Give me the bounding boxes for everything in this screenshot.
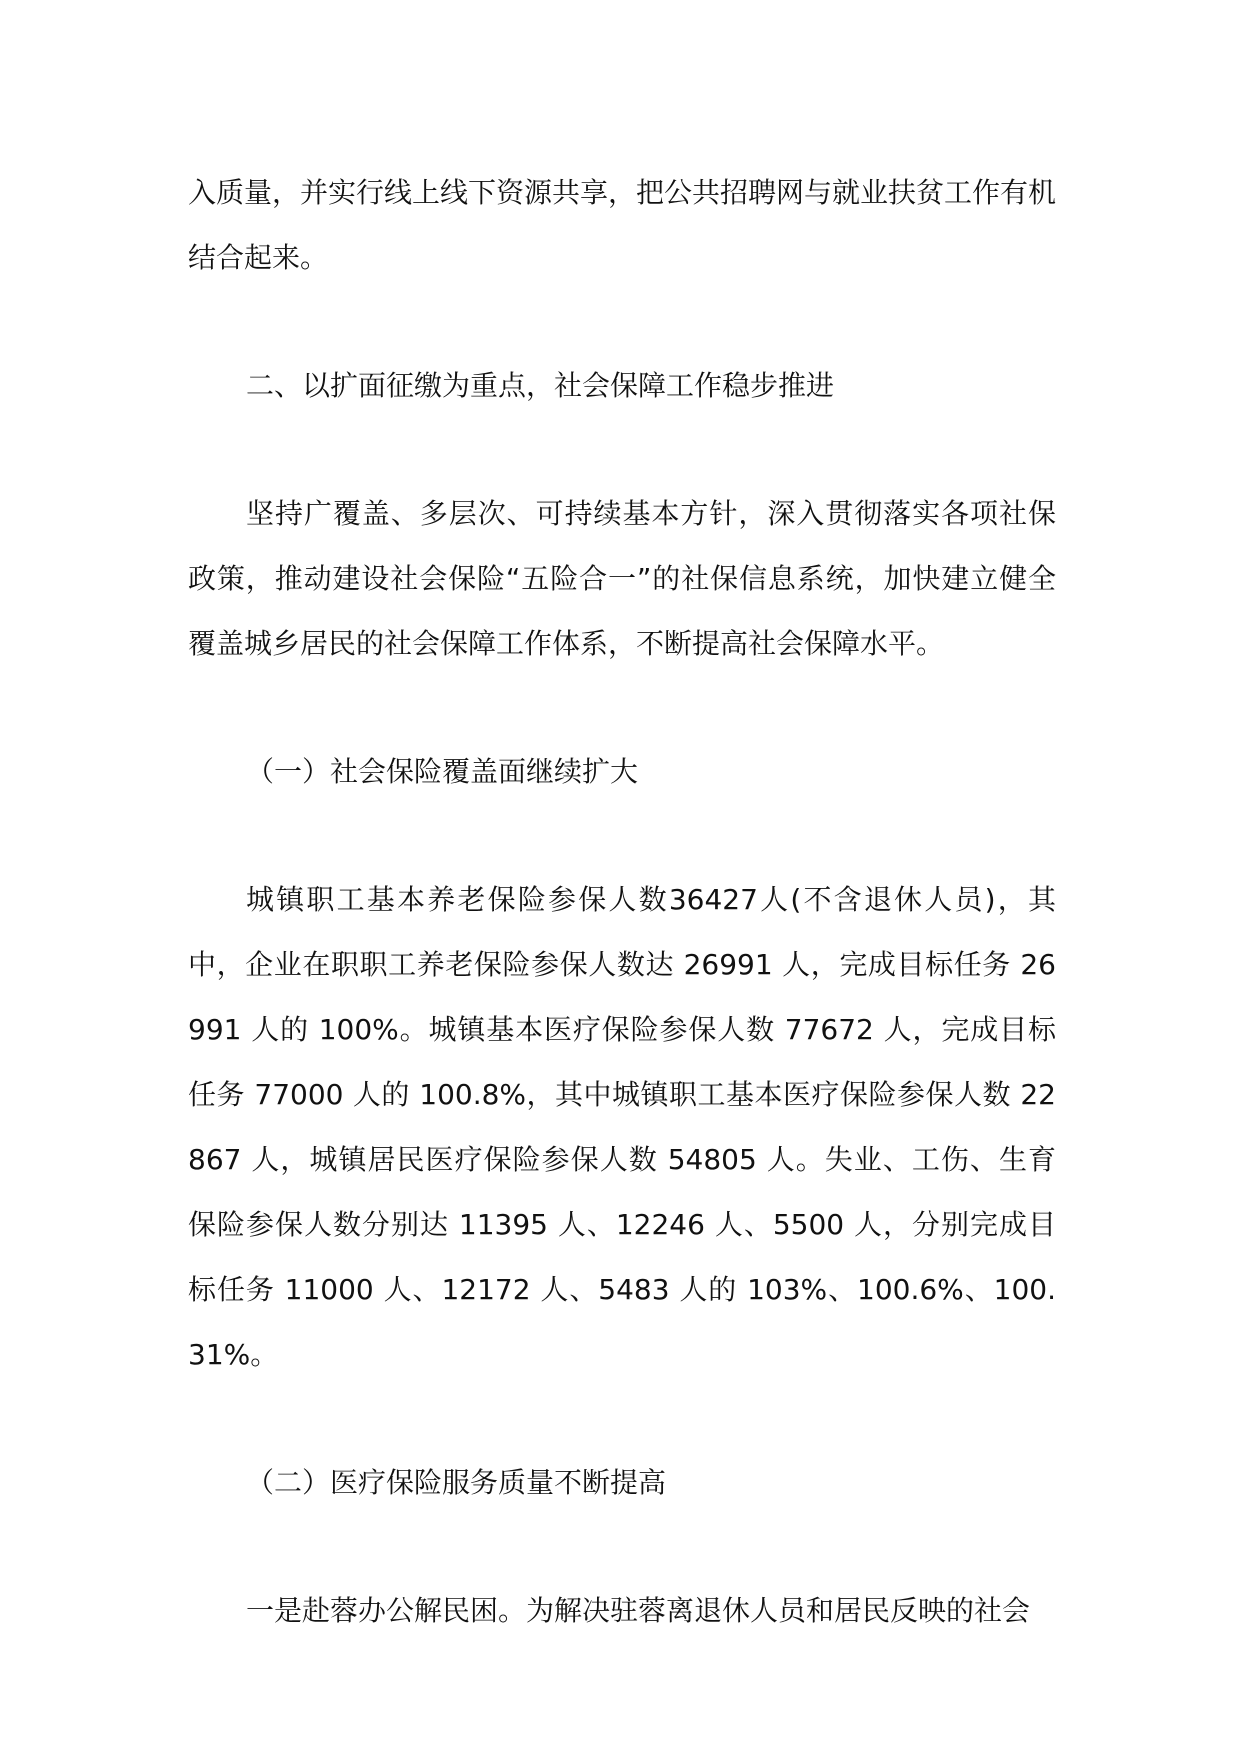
section-heading-2: 二、以扩面征缴为重点，社会保障工作稳步推进 bbox=[246, 369, 835, 402]
document-page bbox=[188, 160, 1056, 1643]
paragraph-medical-service: 一是赴蓉办公解民困。为解决驻蓉离退休人员和居民反映的社会 bbox=[246, 1594, 1031, 1627]
subsection-heading-1: （一）社会保险覆盖面继续扩大 bbox=[246, 755, 639, 788]
paragraph-insurance-statistics: 城镇职工基本养老保险参保人数36427人(不含退休人员)，其中，企业在职职工养老保险参保人数达 26991 人，完成目标任务 26991 人的 100%。城镇基本医疗保险参保人数 77672 人，完成目标任务 77000 人的 100.8%，其中城镇职工基本医疗保险参保人数 22867 人，城镇居民医疗保险参保人数 54805 人。失业、工伤、生育保险参保人数分别达 11395 人、12246 人、5500 人，分别完成目标任务 11000 人、12172 人、5483 人的 103%、100.6%、100.31%。 bbox=[188, 883, 1056, 1371]
paragraph-social-security-policy: 坚持广覆盖、多层次、可持续基本方针，深入贯彻落实各项社保政策，推动建设社会保险“五险合一”的社保信息系统，加快建立健全覆盖城乡居民的社会保障工作体系，不断提高社会保障水平。 bbox=[188, 497, 1056, 660]
paragraph-continuation: 入质量，并实行线上线下资源共享，把公共招聘网与就业扶贫工作有机结合起来。 bbox=[188, 176, 1057, 274]
subsection-heading-2: （二）医疗保险服务质量不断提高 bbox=[246, 1466, 667, 1499]
